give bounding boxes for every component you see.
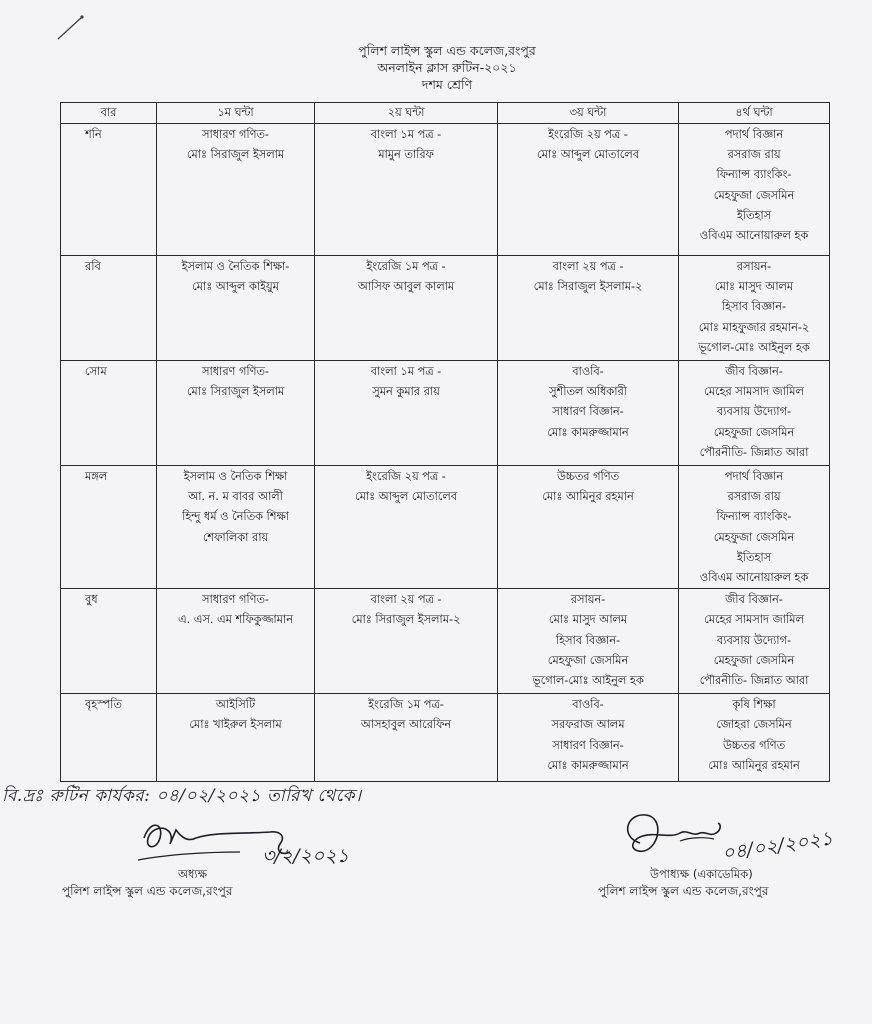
day-cell: শনি <box>61 124 157 256</box>
period-1-cell <box>157 694 315 782</box>
class-entry-line: আ. ন. ম বাবর আলী <box>188 490 283 504</box>
column-header-period-4: ৪র্থ ঘন্টা <box>679 103 830 124</box>
routine-title: অনলাইন ক্লাস রুটিন-২০২১ <box>377 60 517 75</box>
class-entry-line: মোঃ আব্দুল মোতালেব <box>537 148 639 162</box>
class-entry-line: আসহাবুল আরেফিন <box>360 718 452 732</box>
class-entry-line: মেহফুজা জেসমিন <box>547 653 629 667</box>
class-entry-line: মোঃ সিরাজুল ইসলাম-২ <box>351 613 461 627</box>
principal-signature-date: ৩/২/২০২১ <box>262 845 349 867</box>
class-entry-line: জোহরা জেসমিন <box>716 718 792 732</box>
period-3-cell <box>498 589 679 694</box>
class-entry-line: ইংরেজি ১ম পত্র - <box>366 260 446 273</box>
class-entry-line: মেহফুজা জেসমিন <box>713 653 795 667</box>
class-entry-line: সরফরাজ আলম <box>551 718 625 732</box>
class-entry-line: মোঃ আব্দুল মোতালেব <box>355 490 457 504</box>
period-4-cell <box>679 466 830 589</box>
class-entry-line: মামুন তারিফ <box>378 148 434 162</box>
class-entry-line: ইংরেজি ২য় পত্র - <box>366 470 446 483</box>
class-entry-line: ইসলাম ও নৈতিক শিক্ষা- <box>181 260 290 273</box>
class-entry-line: সাধারণ বিজ্ঞান- <box>552 405 624 419</box>
period-1-cell <box>157 589 315 694</box>
class-routine-table <box>60 102 830 782</box>
class-entry-line: মোঃ আমিনুর রহমান <box>542 490 634 504</box>
day-cell: বুধ <box>61 589 157 694</box>
period-2-cell <box>315 466 498 589</box>
vice-principal-signature-date: ০৪/০২/২০২১ <box>720 827 835 865</box>
table-row <box>61 694 830 782</box>
table-row <box>61 589 830 694</box>
day-cell: মঙ্গল <box>61 466 157 589</box>
period-4-cell <box>679 361 830 466</box>
class-entry-line: আইসিটি <box>215 698 256 712</box>
column-header-day: বার <box>61 103 157 124</box>
class-entry-line: রসায়ন- <box>736 260 772 273</box>
period-4-cell <box>679 256 830 361</box>
period-2-cell <box>315 589 498 694</box>
class-entry-line: ভূগোল-মোঃ আইনুল হক <box>532 674 644 688</box>
class-entry-line: মোঃ মাহফুজার রহমান-২ <box>698 320 810 334</box>
table-header-row <box>61 103 830 124</box>
class-entry-line: ভূগোল-মোঃ আইনুল হক <box>698 340 810 354</box>
class-entry-line: ফিন্যান্স ব্যাংকিং- <box>716 168 792 182</box>
class-entry-line: সুমন কুমার রায় <box>372 385 440 399</box>
class-entry-line: বাওবি- <box>572 365 604 378</box>
vice-principal-title: উপাধ্যক্ষ (একাডেমিক) <box>650 867 753 881</box>
table-row <box>61 361 830 466</box>
class-entry-line: সুশীতল অধিকারী <box>549 385 627 399</box>
class-entry-line: ইতিহাস <box>736 550 772 564</box>
class-entry-line: রসরাজ রায় <box>727 148 781 162</box>
column-header-period-3: ৩য় ঘন্টা <box>498 103 679 124</box>
table-row <box>61 124 830 256</box>
class-entry-line: রসায়ন- <box>570 593 606 607</box>
period-1-cell <box>157 256 315 361</box>
period-1-cell <box>157 124 315 256</box>
document-header <box>0 42 872 93</box>
class-entry-line: মোঃ কামরুজ্জামান <box>547 758 629 772</box>
class-entry-line: মোঃ খাইরুল ইসলাম <box>189 718 282 732</box>
class-entry-line: মেহফুজা জেসমিন <box>713 425 795 439</box>
class-entry-line: মোঃ মাসুদ আলম <box>714 280 794 294</box>
class-entry-line: হিসাব বিজ্ঞান- <box>555 633 621 647</box>
class-entry-line: মেহের সামসাদ জামিল <box>704 613 804 627</box>
day-cell: বৃহস্পতি <box>61 694 157 782</box>
period-2-cell <box>315 124 498 256</box>
class-entry-line: মেহফুজা জেসমিন <box>713 530 795 544</box>
period-4-cell <box>679 694 830 782</box>
class-entry-line: ব্যবসায় উদ্যোগ- <box>716 405 792 419</box>
class-entry-line: ইংরেজি ১ম পত্র- <box>368 698 444 712</box>
period-4-cell <box>679 124 830 256</box>
vice-principal-institution: পুলিশ লাইন্স স্কুল এন্ড কলেজ,রংপুর <box>598 884 769 898</box>
class-entry-line: মোঃ মাসুদ আলম <box>548 613 628 627</box>
class-entry-line: পদার্থ বিজ্ঞান <box>724 470 784 483</box>
class-entry-line: ইসলাম ও নৈতিক শিক্ষা <box>183 470 288 483</box>
class-entry-line: বাংলা ১ম পত্র - <box>370 365 442 378</box>
class-entry-line: বাংলা ১ম পত্র - <box>370 128 442 141</box>
class-entry-line: পৌরনীতি- জিন্নাত আরা <box>699 445 809 459</box>
period-1-cell <box>157 466 315 589</box>
class-entry-line: ইতিহাস <box>736 208 772 222</box>
class-entry-line: হিসাব বিজ্ঞান- <box>721 300 787 314</box>
class-entry-line: বাংলা ২য় পত্র - <box>370 593 442 607</box>
column-header-period-1: ১ম ঘন্টা <box>157 103 315 124</box>
class-entry-line: হিন্দু ধর্ম ও নৈতিক শিক্ষা <box>182 510 289 524</box>
table-row <box>61 256 830 361</box>
class-entry-line: এ. এস. এম শফিকুজ্জামান <box>178 613 293 627</box>
class-entry-line: রসরাজ রায় <box>727 490 781 504</box>
class-entry-line: বাওবি- <box>572 698 604 712</box>
class-entry-line: মোঃ আমিনুর রহমান <box>708 758 800 772</box>
period-3-cell <box>498 466 679 589</box>
principal-institution: পুলিশ লাইন্স স্কুল এন্ড কলেজ,রংপুর <box>62 884 233 898</box>
principal-title: অধ্যক্ষ <box>178 867 208 881</box>
day-cell: রবি <box>61 256 157 361</box>
class-entry-line: ফিন্যান্স ব্যাংকিং- <box>716 510 792 524</box>
class-entry-line: আসিফ আবুল কালাম <box>357 280 455 294</box>
period-1-cell <box>157 361 315 466</box>
class-entry-line: মেহফুজা জেসমিন <box>713 188 795 202</box>
class-entry-line: উচ্চতর গণিত <box>722 738 786 752</box>
column-header-period-2: ২য় ঘন্টা <box>315 103 498 124</box>
class-entry-line: ব্যবসায় উদ্যোগ- <box>716 633 792 647</box>
period-3-cell <box>498 694 679 782</box>
class-entry-line: সাধারণ গণিত- <box>201 128 269 141</box>
table-row <box>61 466 830 589</box>
class-entry-line: মোঃ আব্দুল কাইয়ুম <box>192 280 279 294</box>
period-2-cell <box>315 361 498 466</box>
class-entry-line: মোঃ সিরাজুল ইসলাম <box>186 148 285 162</box>
effective-date-note: বি.দ্রঃ রুটিন কার্যকর: ০৪/০২/২০২১ তারিখ থেকে। <box>2 786 362 806</box>
institution-name: পুলিশ লাইন্স স্কুল এন্ড কলেজ,রংপুর <box>358 43 536 58</box>
class-entry-line: ওবিএম আনোয়ারুল হক <box>699 571 809 585</box>
class-entry-line: সাধারণ গণিত- <box>201 593 269 607</box>
class-entry-line: উচ্চতর গণিত <box>556 470 620 483</box>
period-3-cell <box>498 361 679 466</box>
class-name: দশম শ্রেণি <box>421 77 473 92</box>
class-entry-line: মোঃ সিরাজুল ইসলাম <box>186 385 285 399</box>
pen-mark <box>56 14 86 40</box>
class-entry-line: জীব বিজ্ঞান- <box>725 593 783 607</box>
day-cell: সোম <box>61 361 157 466</box>
class-entry-line: সাধারণ বিজ্ঞান- <box>552 738 624 752</box>
class-entry-line: মেহের সামসাদ জামিল <box>704 385 804 399</box>
class-entry-line: বাংলা ২য় পত্র - <box>552 260 624 273</box>
period-4-cell <box>679 589 830 694</box>
class-entry-line: ইংরেজি ২য় পত্র - <box>548 128 628 141</box>
class-entry-line: জীব বিজ্ঞান- <box>725 365 783 378</box>
class-entry-line: পৌরনীতি- জিন্নাত আরা <box>699 674 809 688</box>
class-entry-line: শেফালিকা রায় <box>202 530 269 544</box>
class-entry-line: মোঃ কামরুজ্জামান <box>547 425 629 439</box>
period-2-cell <box>315 694 498 782</box>
class-entry-line: সাধারণ গণিত- <box>201 365 269 378</box>
period-3-cell <box>498 256 679 361</box>
period-2-cell <box>315 256 498 361</box>
class-entry-line: ওবিএম আনোয়ারুল হক <box>699 229 809 243</box>
class-entry-line: পদার্থ বিজ্ঞান <box>724 128 784 141</box>
period-3-cell <box>498 124 679 256</box>
class-entry-line: মোঃ সিরাজুল ইসলাম-২ <box>533 280 643 294</box>
class-entry-line: কৃষি শিক্ষা <box>732 698 776 712</box>
